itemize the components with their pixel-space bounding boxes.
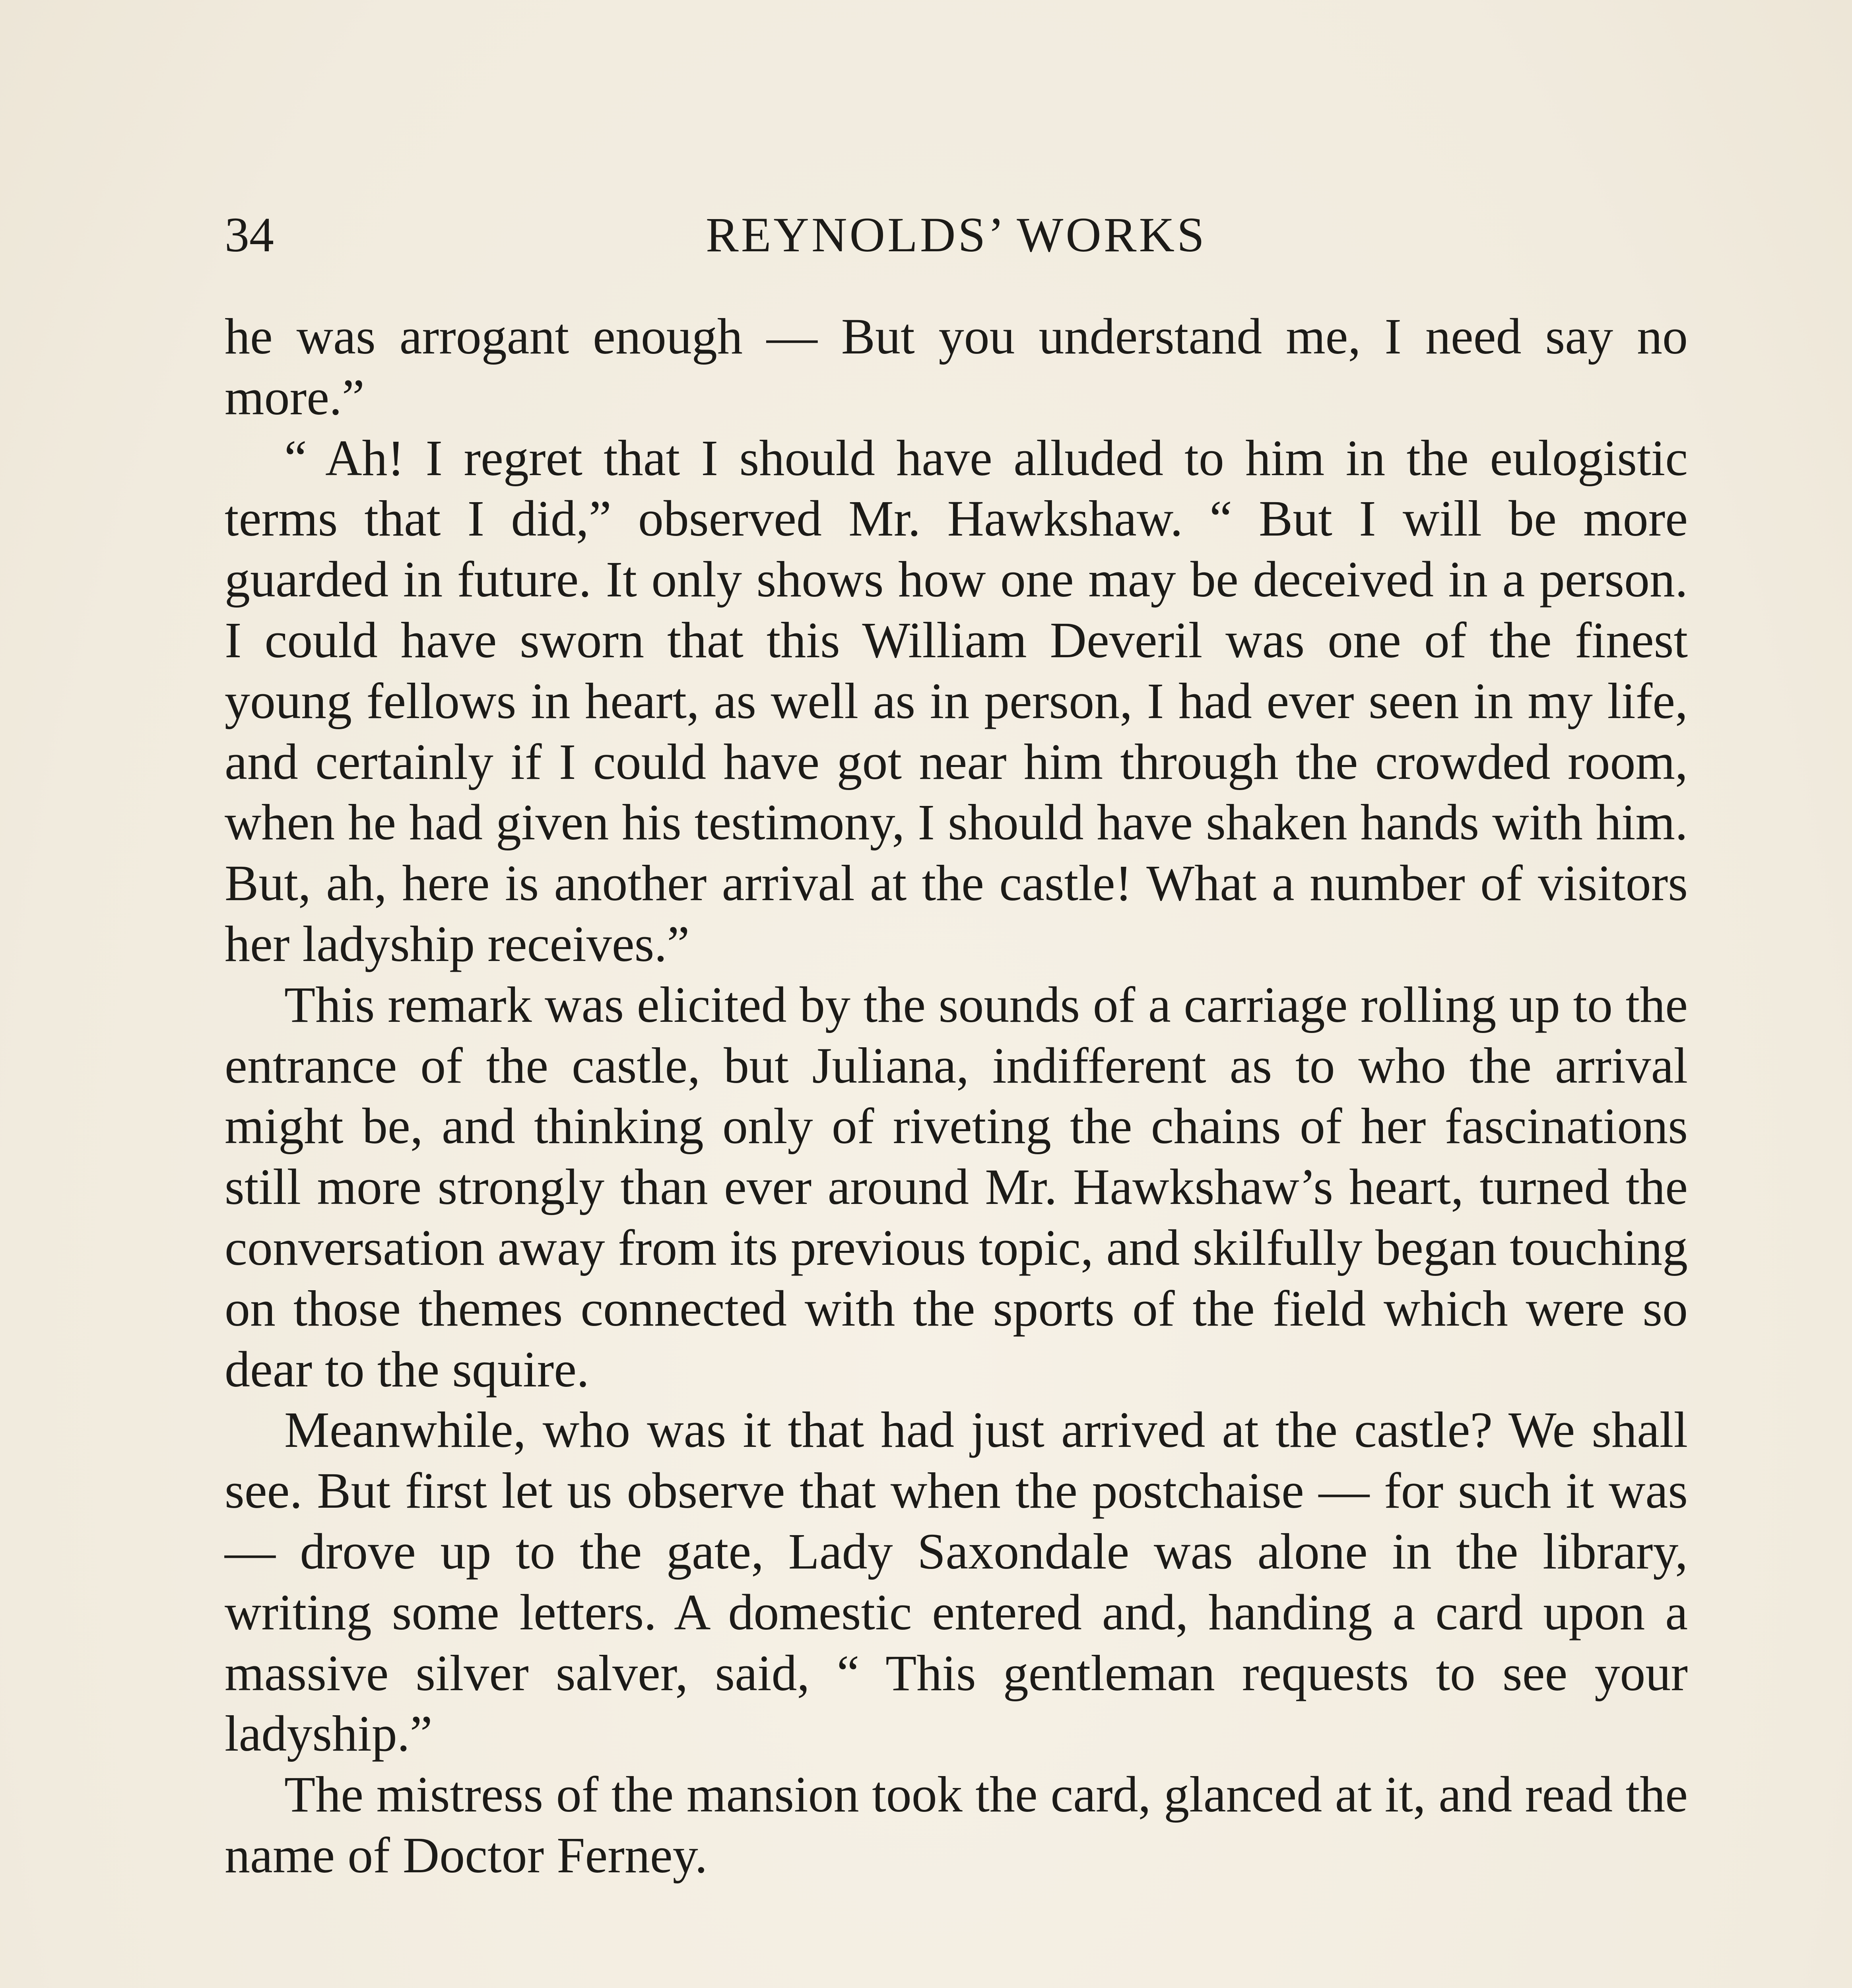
running-head: REYNOLDS’ WORKS <box>705 208 1207 262</box>
paragraph: The mistress of the mansion took the card, glanced at it, and read the name of Doctor Ferney. <box>225 1766 1688 1883</box>
paragraph: he was arrogant enough — But you understand me, I need say no more.” <box>225 308 1688 425</box>
paragraph: This remark was elicited by the sounds of a carriage rolling up to the entrance of the castle, but Juliana, indifferent as to who the arrival might be, and thinking only of riveting the chains of her fascinations still more strongly than ever around Mr. Hawkshaw’s heart, turned the conversation away from its previous topic, and skilfully began touching on those themes connected with the sports of the field which were so dear to the squire. <box>225 976 1688 1398</box>
paragraph: “ Ah! I regret that I should have alluded to him in the eulogistic terms that I did,” observed Mr. Hawkshaw. “ But I will be more guarded in future. It only shows how one may be deceived in a person. I could have sworn that this William Deveril was one of the finest young fellows in heart, as well as in person, I had ever seen in my life, and certainly if I could have got near him through the crowded room, when he had given his testimony, I should have shaken hands with him. But, ah, here is another arrival at the castle! What a number of visitors her ladyship receives.” <box>225 429 1688 972</box>
paragraph: Meanwhile, who was it that had just arrived at the castle? We shall see. But first let us observe that when the postchaise — for such it was — drove up to the gate, Lady Saxondale was alone in the library, writing some letters. A domestic entered and, handing a card upon a massive silver salver, said, “ This gentleman requests to see your ladyship.” <box>225 1402 1688 1762</box>
page-number: 34 <box>225 208 274 262</box>
body-text <box>225 306 1688 1886</box>
page-header <box>225 207 1688 274</box>
